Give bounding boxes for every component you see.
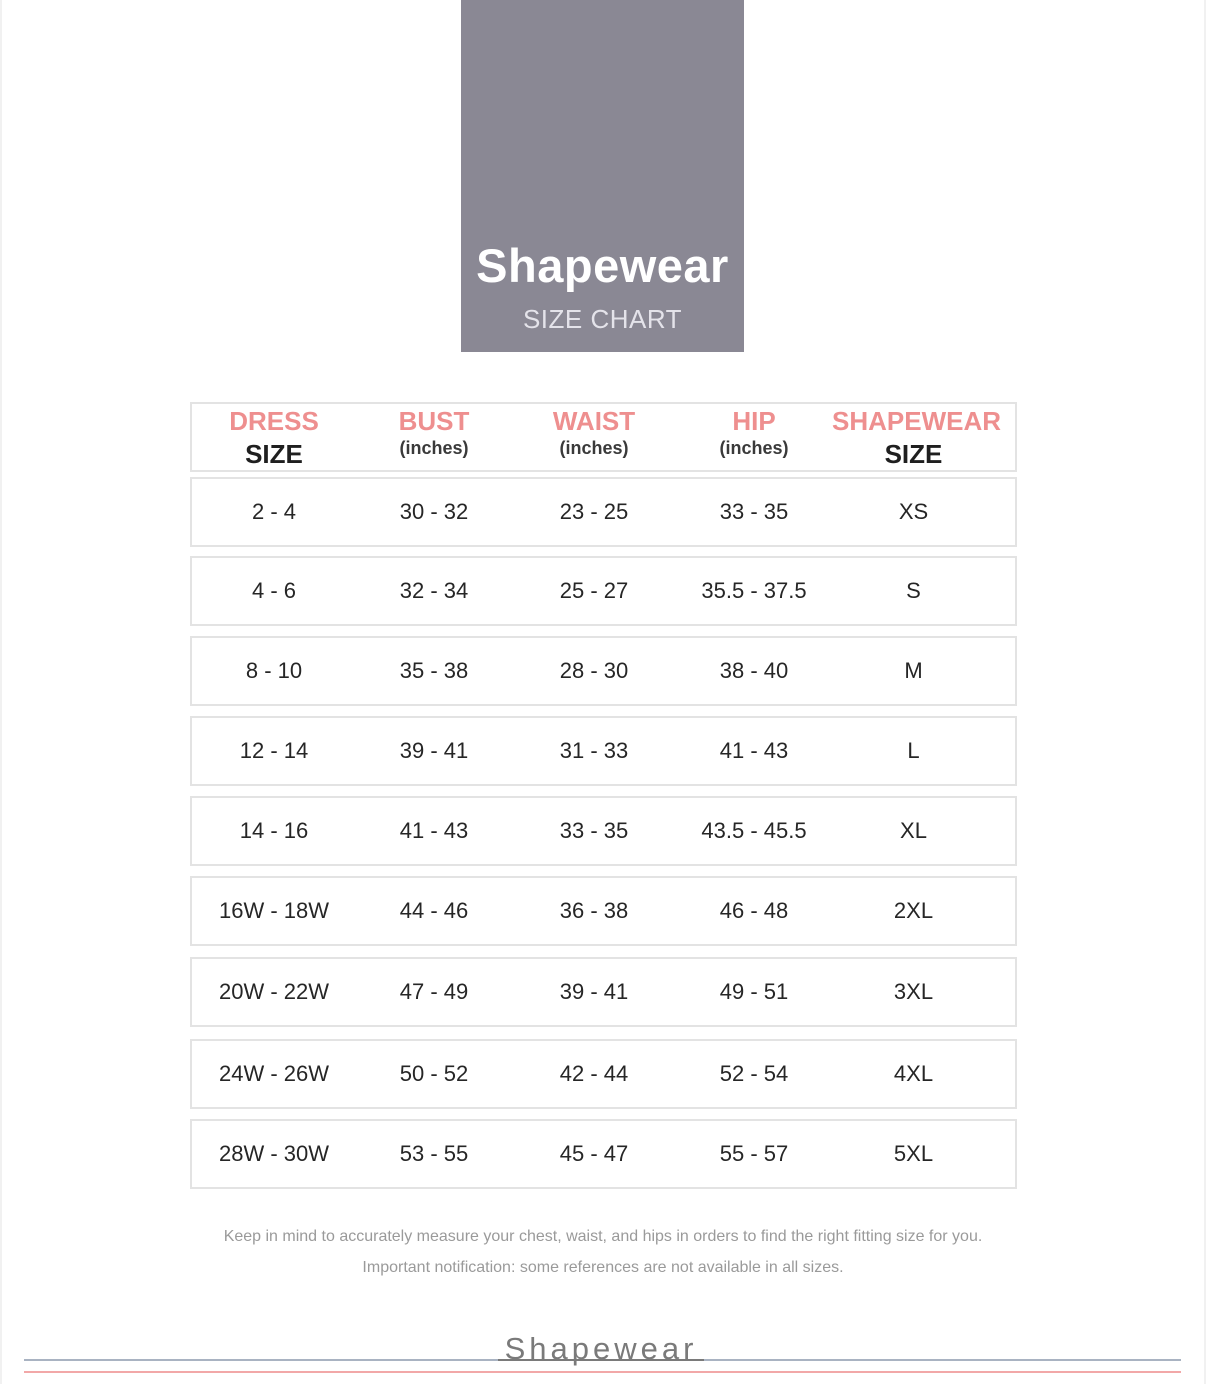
cell-hip: 43.5 - 45.5 [701, 818, 807, 843]
cell-waist: 33 - 35 [559, 818, 629, 843]
table-row [190, 1119, 1017, 1189]
cell-hip: 41 - 43 [719, 738, 789, 763]
measurement-note: Keep in mind to accurately measure your chest, waist, and hips in orders to find the right fitting size for you. [223, 1228, 983, 1245]
cell-shapewear-size: L [907, 738, 920, 763]
cell-dress-size: 2 - 4 [251, 499, 297, 524]
cell-shapewear-size: XL [900, 818, 927, 843]
cell-hip: 46 - 48 [719, 898, 789, 923]
table-row [190, 876, 1017, 946]
cell-bust: 44 - 46 [399, 898, 469, 923]
cell-shapewear-size: 5XL [893, 1141, 934, 1166]
header-label: BUST [398, 406, 470, 436]
title-banner [461, 0, 744, 352]
cell-bust: 39 - 41 [399, 738, 469, 763]
cell-shapewear-size: 2XL [893, 898, 934, 923]
cell-hip: 38 - 40 [719, 658, 789, 683]
cell-dress-size: 28W - 30W [218, 1141, 330, 1166]
header-bust [356, 404, 512, 470]
table-row [190, 556, 1017, 626]
header-unit: (inches) [399, 438, 469, 458]
footer-brand: Shapewear [498, 1330, 704, 1368]
page-subtitle: SIZE CHART [522, 304, 683, 334]
header-label: HIP [732, 406, 776, 436]
header-sublabel: SIZE [245, 439, 303, 469]
table-row [190, 1039, 1017, 1109]
cell-waist: 39 - 41 [559, 979, 629, 1004]
cell-dress-size: 16W - 18W [218, 898, 330, 923]
cell-bust: 35 - 38 [399, 658, 469, 683]
cell-bust: 41 - 43 [399, 818, 469, 843]
cell-hip: 33 - 35 [719, 499, 789, 524]
cell-shapewear-size: 4XL [893, 1061, 934, 1086]
cell-dress-size: 24W - 26W [218, 1061, 330, 1086]
cell-shapewear-size: M [904, 658, 923, 683]
cell-dress-size: 14 - 16 [239, 818, 309, 843]
cell-waist: 36 - 38 [559, 898, 629, 923]
cell-bust: 30 - 32 [399, 499, 469, 524]
table-row [190, 477, 1017, 547]
cell-waist: 42 - 44 [559, 1061, 629, 1086]
footer-divider-pink [24, 1371, 1181, 1373]
cell-waist: 23 - 25 [559, 499, 629, 524]
table-header-row [190, 402, 1017, 472]
header-label: WAIST [552, 406, 636, 436]
cell-waist: 45 - 47 [559, 1141, 629, 1166]
header-unit: (inches) [559, 438, 629, 458]
cell-shapewear-size: XS [898, 499, 929, 524]
cell-hip: 55 - 57 [719, 1141, 789, 1166]
cell-dress-size: 20W - 22W [218, 979, 330, 1004]
table-row [190, 796, 1017, 866]
table-row [190, 716, 1017, 786]
cell-waist: 31 - 33 [559, 738, 629, 763]
cell-dress-size: 8 - 10 [245, 658, 303, 683]
header-unit: (inches) [719, 438, 789, 458]
cell-bust: 32 - 34 [399, 578, 469, 603]
cell-dress-size: 4 - 6 [251, 578, 297, 603]
cell-hip: 35.5 - 37.5 [701, 578, 807, 603]
cell-waist: 28 - 30 [559, 658, 629, 683]
header-sublabel: SIZE [884, 439, 943, 469]
cell-bust: 53 - 55 [399, 1141, 469, 1166]
header-hip [676, 404, 832, 470]
cell-waist: 25 - 27 [559, 578, 629, 603]
cell-hip: 52 - 54 [719, 1061, 789, 1086]
availability-note: Important notification: some references are not available in all sizes. [362, 1259, 844, 1276]
footer-brand-underline [498, 1359, 704, 1361]
cell-bust: 50 - 52 [399, 1061, 469, 1086]
header-label: SHAPEWEAR [832, 406, 1002, 436]
cell-dress-size: 12 - 14 [239, 738, 309, 763]
header-dress-size [192, 404, 356, 470]
table-row [190, 957, 1017, 1027]
cell-shapewear-size: S [906, 578, 921, 603]
cell-bust: 47 - 49 [399, 979, 469, 1004]
header-label: DRESS [229, 406, 319, 436]
cell-shapewear-size: 3XL [893, 979, 934, 1004]
table-row [190, 636, 1017, 706]
header-shapewear-size [832, 404, 1002, 470]
page-title: Shapewear [476, 239, 729, 292]
header-waist [512, 404, 676, 470]
cell-hip: 49 - 51 [719, 979, 789, 1004]
